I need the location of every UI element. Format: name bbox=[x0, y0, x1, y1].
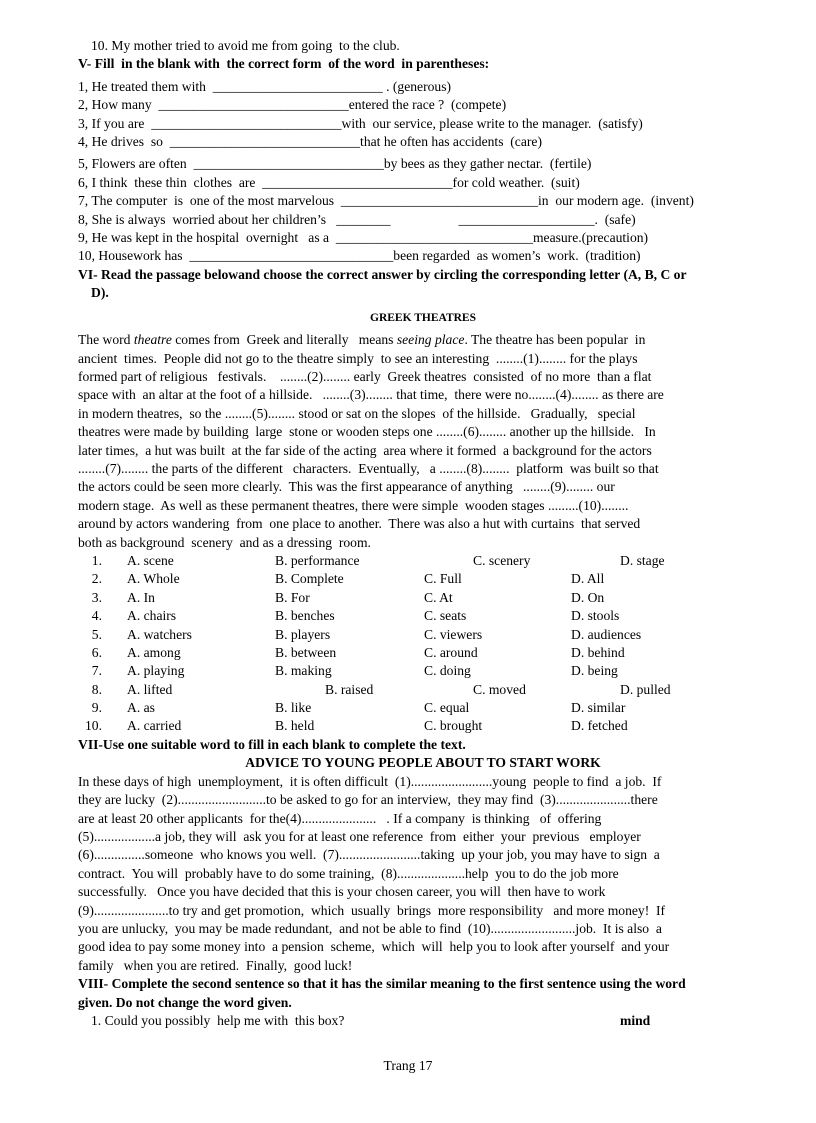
passage-line: you are unlucky, you may be made redundant, and not be able to find (10).........................job. It is also a bbox=[78, 920, 662, 936]
option-b[interactable]: B. performance bbox=[275, 552, 360, 568]
option-number: 2. bbox=[91, 571, 102, 587]
option-b[interactable]: B. Complete bbox=[275, 571, 344, 587]
option-a[interactable]: A. Whole bbox=[127, 571, 180, 587]
option-c[interactable]: C. viewers bbox=[424, 626, 483, 642]
option-b[interactable]: B. like bbox=[275, 700, 312, 716]
section-viii-heading-cont: given. Do not change the word given. bbox=[78, 994, 292, 1010]
fill-blank-line: 3, If you are ____________________________with our service, please write to the manager. (satisfy) bbox=[78, 115, 643, 131]
option-d[interactable]: D. On bbox=[571, 589, 605, 605]
passage-line: contract. You will probably have to do some training, (8)....................help you to do the job more bbox=[78, 865, 619, 881]
passage-line: the actors could be seen more clearly. This was the first appearance of anything ........(9)........ our bbox=[78, 479, 615, 495]
passage-line: around by actors wandering from one place to another. There was also a hut with curtains that served bbox=[78, 516, 641, 532]
option-row bbox=[78, 626, 768, 644]
item-10-line: 10. My mother tried to avoid me from going to the club. bbox=[91, 38, 400, 53]
option-number: 5. bbox=[91, 626, 102, 642]
option-row bbox=[78, 662, 768, 680]
section-v-heading: V- Fill in the blank with the correct form of the word in parentheses: bbox=[78, 56, 490, 72]
option-d[interactable]: D. audiences bbox=[571, 626, 642, 642]
option-b[interactable]: B. held bbox=[275, 718, 315, 734]
passage-line: modern stage. As well as these permanent theatres, there were simple wooden stages .........(10)........ bbox=[78, 497, 629, 513]
option-a[interactable]: A. scene bbox=[127, 552, 174, 568]
passage-line: formed part of religious festivals. ........(2)........ early Greek theatres consisted of no more than a flat bbox=[78, 368, 652, 384]
option-row bbox=[78, 570, 768, 588]
section-viii-heading: VIII- Complete the second sentence so that it has the similar meaning to the first sentence using the word bbox=[78, 976, 686, 992]
option-c[interactable]: C. seats bbox=[424, 608, 467, 624]
option-d[interactable]: D. All bbox=[571, 571, 605, 587]
option-b[interactable]: B. making bbox=[275, 663, 332, 679]
option-a[interactable]: A. among bbox=[127, 644, 181, 660]
option-c[interactable]: C. brought bbox=[424, 718, 483, 734]
passage-line: successfully. Once you have decided that this is your chosen career, you will then have to work bbox=[78, 884, 606, 900]
passage-line: in modern theatres, so the ........(5)........ stood or sat on the slopes of the hillside. Gradually, special bbox=[78, 405, 636, 421]
option-d[interactable]: D. stage bbox=[620, 552, 665, 568]
fill-blank-line: 4, He drives so ____________________________that he often has accidents (care) bbox=[78, 134, 542, 150]
option-a[interactable]: A. playing bbox=[127, 663, 185, 679]
option-row bbox=[78, 552, 768, 570]
passage-line: ancient times. People did not go to the theatre simply to see an interesting ........(1)........ for the plays bbox=[78, 350, 638, 366]
option-number: 8. bbox=[91, 681, 102, 697]
option-number: 9. bbox=[91, 700, 102, 716]
option-row bbox=[78, 699, 768, 717]
option-d[interactable]: D. stools bbox=[571, 608, 620, 624]
section-vi-heading-cont: D). bbox=[91, 285, 109, 301]
option-a[interactable]: A. chairs bbox=[127, 608, 177, 624]
fill-blank-line: 5, Flowers are often ____________________________by bees as they gather nectar. (fertile) bbox=[78, 156, 592, 172]
option-row bbox=[78, 607, 768, 625]
passage-line: (5)..................a job, they will ask you for at least one reference from either your previous employer bbox=[78, 828, 641, 844]
fill-blank-line: 1, He treated them with _________________________ . (generous) bbox=[78, 78, 452, 94]
option-a[interactable]: A. watchers bbox=[127, 626, 192, 642]
passage-line: theatres were made by building large stone or wooden steps one ........(6)........ another up the hillside. In bbox=[78, 424, 656, 440]
option-b[interactable]: B. benches bbox=[275, 608, 335, 624]
passage-line: space with an altar at the foot of a hillside. ........(3)........ that time, there were no........(4)........ as there are bbox=[78, 387, 664, 403]
option-c[interactable]: C. scenery bbox=[473, 552, 531, 568]
passage-line: family when you are retired. Finally, good luck! bbox=[78, 957, 353, 973]
option-c[interactable]: C. At bbox=[424, 589, 453, 605]
question-text: 1. Could you possibly help me with this box? bbox=[91, 1012, 345, 1028]
option-d[interactable]: D. being bbox=[571, 663, 618, 679]
option-b[interactable]: B. between bbox=[275, 644, 337, 660]
option-d[interactable]: D. fetched bbox=[571, 718, 628, 734]
option-c[interactable]: C. equal bbox=[424, 700, 470, 716]
option-number: 4. bbox=[91, 608, 102, 624]
option-c[interactable]: C. Full bbox=[424, 571, 462, 587]
option-a[interactable]: A. carried bbox=[127, 718, 182, 734]
passage-line: In these days of high unemployment, it is often difficult (1)........................young people to find a job. If bbox=[78, 773, 662, 789]
option-d[interactable]: D. pulled bbox=[620, 681, 671, 697]
option-row bbox=[78, 644, 768, 662]
fill-blank-line: 7, The computer is one of the most marvelous _____________________________in our modern age. (invent) bbox=[78, 193, 694, 209]
fill-blank-line: 2, How many ____________________________entered the race ? (compete) bbox=[78, 97, 507, 113]
fill-blank-line: 9, He was kept in the hospital overnight as a _____________________________measure.(precaution) bbox=[78, 230, 649, 246]
passage-line: they are lucky (2)..........................to be asked to go for an interview, they may find (3)......................there bbox=[78, 792, 658, 808]
option-c[interactable]: C. around bbox=[424, 644, 478, 660]
option-c[interactable]: C. moved bbox=[473, 681, 526, 697]
section-v-group2 bbox=[78, 155, 768, 265]
passage-line: (9)......................to try and get promotion, which usually brings more responsibility and more money! If bbox=[78, 902, 666, 918]
passage-line: good idea to pay some money into a pension scheme, which will help you to look after yourself and your bbox=[78, 939, 670, 955]
option-d[interactable]: D. behind bbox=[571, 644, 625, 660]
passage-line: both as background scenery and as a dressing room. bbox=[78, 534, 371, 550]
fill-blank-line: 8, She is always worried about her children’s ________ ____________________. (safe) bbox=[78, 211, 636, 227]
page-number: Trang 17 bbox=[383, 1058, 433, 1073]
option-number: 6. bbox=[91, 644, 102, 660]
passage-line: ........(7)........ the parts of the different characters. Eventually, a ........(8)........ platform was built so that bbox=[78, 460, 659, 476]
option-c[interactable]: C. doing bbox=[424, 663, 471, 679]
advice-passage bbox=[78, 773, 768, 975]
option-number: 7. bbox=[91, 663, 102, 679]
passage-line: later times, a hut was built at the far side of the acting area where it formed a background for the actors bbox=[78, 442, 652, 458]
option-a[interactable]: A. In bbox=[127, 589, 155, 605]
option-b[interactable]: B. raised bbox=[325, 681, 374, 697]
fill-blank-line: 10, Housework has ______________________________been regarded as women’s work. (tradition) bbox=[78, 248, 641, 264]
advice-title: ADVICE TO YOUNG PEOPLE ABOUT TO START WORK bbox=[245, 755, 601, 771]
answer-options bbox=[78, 552, 768, 736]
fill-blank-line: 6, I think these thin clothes are ____________________________for cold weather. (suit) bbox=[78, 174, 580, 190]
passage-title: GREEK THEATRES bbox=[370, 311, 476, 324]
section-vi-heading: VI- Read the passage belowand choose the correct answer by circling the corresponding letter (A, B, C or bbox=[78, 266, 687, 282]
greek-theatres-passage bbox=[78, 331, 768, 552]
option-number: 3. bbox=[91, 589, 102, 605]
option-row bbox=[78, 681, 768, 699]
option-number: 10. bbox=[85, 718, 102, 734]
passage-line: (6)...............someone who knows you well. (7)........................taking up your job, you may have to sign a bbox=[78, 847, 660, 863]
option-b[interactable]: B. players bbox=[275, 626, 331, 642]
option-b[interactable]: B. For bbox=[275, 589, 310, 605]
document-page bbox=[78, 37, 768, 1030]
option-row bbox=[78, 717, 768, 735]
section-vii-heading: VII-Use one suitable word to fill in each blank to complete the text. bbox=[78, 736, 466, 752]
option-d[interactable]: D. similar bbox=[571, 700, 626, 716]
rewrite-question bbox=[78, 1012, 768, 1030]
passage-line: The word theatre comes from Greek and literally means seeing place. The theatre has been popular in bbox=[78, 332, 646, 348]
given-word: mind bbox=[620, 1012, 651, 1028]
passage-line: are at least 20 other applicants for the(4)...................... . If a company is thinking of offering bbox=[78, 810, 602, 826]
option-number: 1. bbox=[91, 552, 102, 568]
option-a[interactable]: A. lifted bbox=[127, 681, 173, 697]
option-a[interactable]: A. as bbox=[127, 700, 155, 716]
section-v-group1 bbox=[78, 78, 768, 152]
option-row bbox=[78, 589, 768, 607]
